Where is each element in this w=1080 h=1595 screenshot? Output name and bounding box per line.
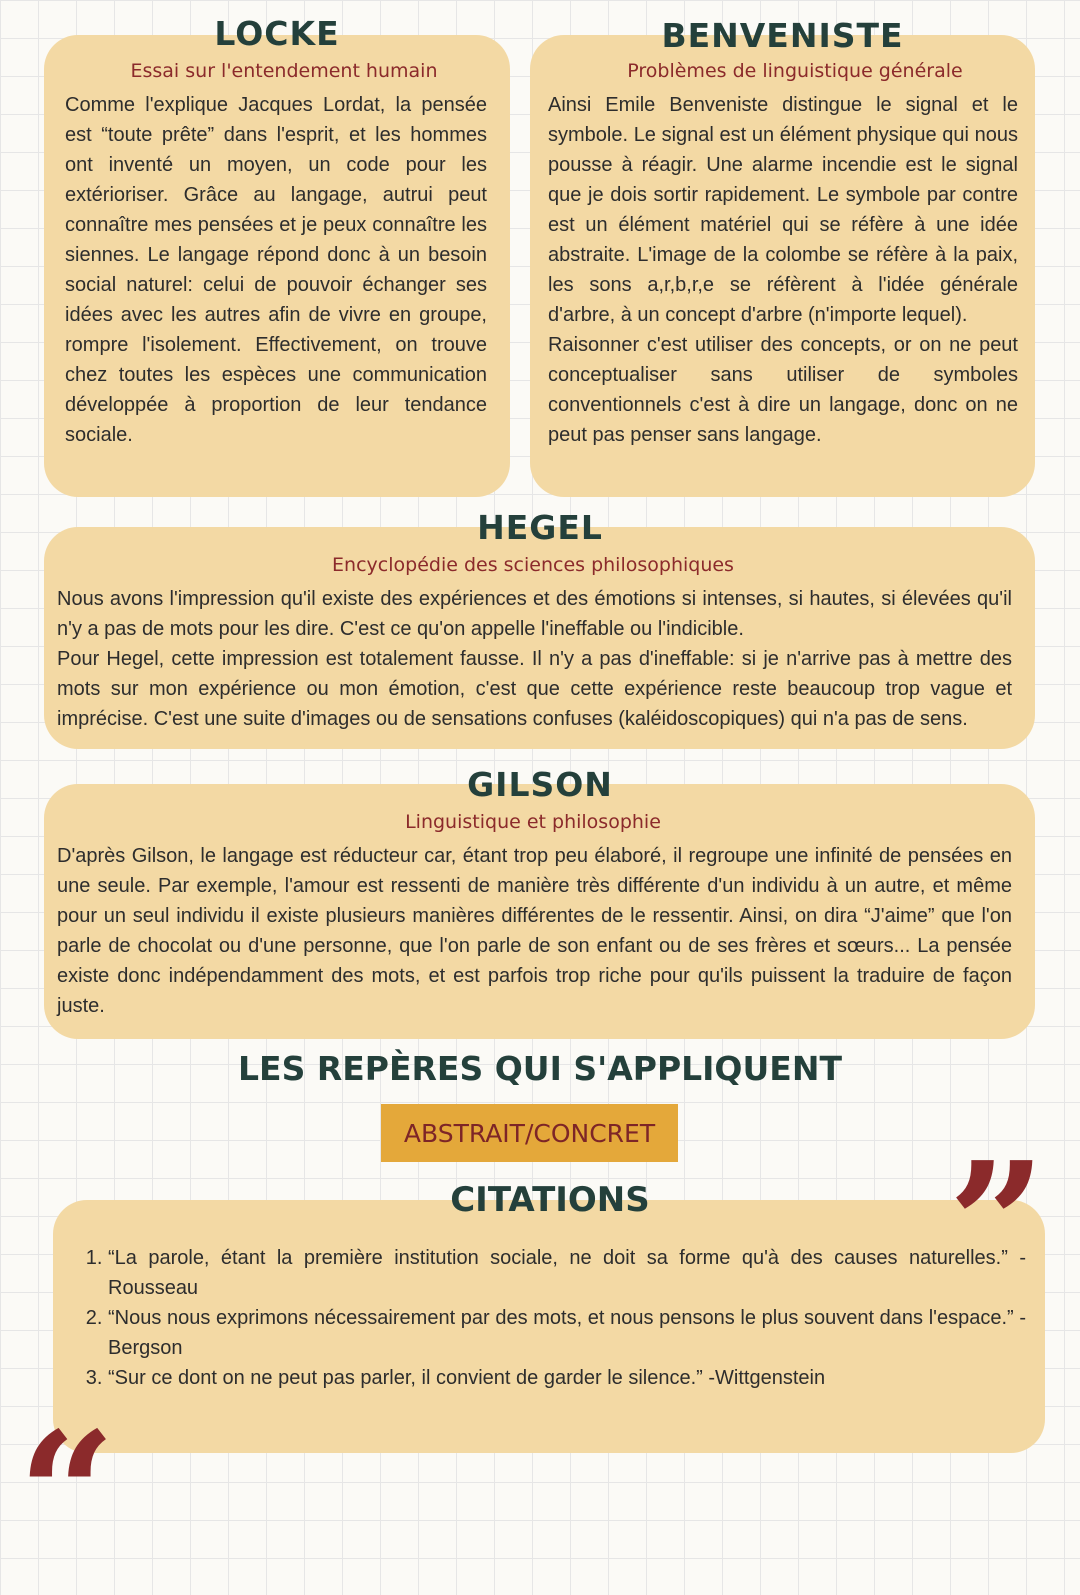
gilson-title: GILSON <box>467 765 613 804</box>
benveniste-text <box>548 90 1018 450</box>
reperes-tag: ABSTRAIT/CONCRET <box>381 1104 678 1162</box>
hegel-paragraph-1: Nous avons l'impression qu'il existe des expériences et des émotions si intenses, si hautes, si élevées qu'il n'y a pas de mots pour les dire. C'est ce qu'on appelle l'ineffable ou l'indicible. <box>57 588 1012 640</box>
citation-item: 3. “Sur ce dont on ne peut pas parler, il convient de garder le silence.” -Wittgenstein <box>108 1363 1026 1393</box>
locke-paragraph: Comme l'explique Jacques Lordat, la pensée est “toute prête” dans l'esprit, et les hommes ont inventé un moyen, un code pour les extérioriser. Grâce au langage, autrui peut connaître mes pensées et je peux connaître les siennes. Le langage répond donc à un besoin social naturel: celui de pouvoir échanger ses idées avec les autres afin de vivre en groupe, rompre l'isolement. Effectivement, on trouve chez toutes les espèces une communication développée à proportion de leur tendance sociale. <box>65 94 487 446</box>
citations-list <box>80 1243 1026 1393</box>
benveniste-paragraph-2: Raisonner c'est utiliser des concepts, or on ne peut conceptualiser sans utiliser de symboles conventionnels c'est à dire un langage, donc on ne peut pas penser sans langage. <box>548 334 1018 446</box>
benveniste-paragraph-1: Ainsi Emile Benveniste distingue le signal et le symbole. Le signal est un élément physique qui nous pousse à réagir. Une alarme incendie est le signal que je dois sortir rapidement. Le symbole par contre est un élément matériel qui se réfère à une idée abstraite. L'image de la colombe se réfère à la paix, les sons a,r,b,r,e se réfèrent à l'idée générale d'arbre, à un concept d'arbre (n'importe lequel). <box>548 94 1018 326</box>
locke-text <box>65 90 487 450</box>
benveniste-subtitle: Problèmes de linguistique générale <box>627 60 963 82</box>
locke-title: LOCKE <box>214 14 340 53</box>
citations-ol <box>80 1243 1026 1393</box>
gilson-text <box>57 841 1012 1021</box>
hegel-subtitle: Encyclopédie des sciences philosophiques <box>332 554 734 576</box>
benveniste-title: BENVENISTE <box>661 16 904 55</box>
reperes-heading: LES REPÈRES QUI S'APPLIQUENT <box>238 1049 842 1088</box>
opening-quote-icon: “ <box>18 1395 116 1595</box>
citations-heading: CITATIONS <box>450 1180 650 1220</box>
citation-item: 1. “La parole, étant la première institution sociale, ne doit sa forme qu'à des causes naturelles.” -Rousseau <box>108 1243 1026 1303</box>
hegel-title: HEGEL <box>477 508 603 547</box>
gilson-subtitle: Linguistique et philosophie <box>405 811 661 833</box>
gilson-paragraph: D'après Gilson, le langage est réducteur car, étant trop peu élaboré, il regroupe une infinité de pensées en une seule. Par exemple, l'amour est ressenti de manière très différente d'un individu à un autre, et même pour un seul individu il existe plusieurs manières différentes de le ressentir. Ainsi, on dira “J'aime” que l'on parle de chocolat ou d'une personne, que l'on parle de son enfant ou de ses frères et sœurs... La pensée existe donc indépendamment des mots, et est parfois trop riche pour qu'ils puissent la traduire de façon juste. <box>57 845 1012 1017</box>
hegel-text <box>57 584 1012 734</box>
closing-quote-icon: ” <box>948 1125 1046 1325</box>
locke-subtitle: Essai sur l'entendement humain <box>130 60 438 82</box>
hegel-paragraph-2: Pour Hegel, cette impression est totalement fausse. Il n'y a pas d'ineffable: si je n'arrive pas à mettre des mots sur mon expérience ou mon émotion, c'est que cette expérience reste beaucoup trop vague et imprécise. C'est une suite d'images ou de sensations confuses (kaléidoscopiques) qui n'a pas de sens. <box>57 648 1012 730</box>
citation-item: 2. “Nous nous exprimons nécessairement par des mots, et nous pensons le plus souvent dans l'espace.” -Bergson <box>108 1303 1026 1363</box>
